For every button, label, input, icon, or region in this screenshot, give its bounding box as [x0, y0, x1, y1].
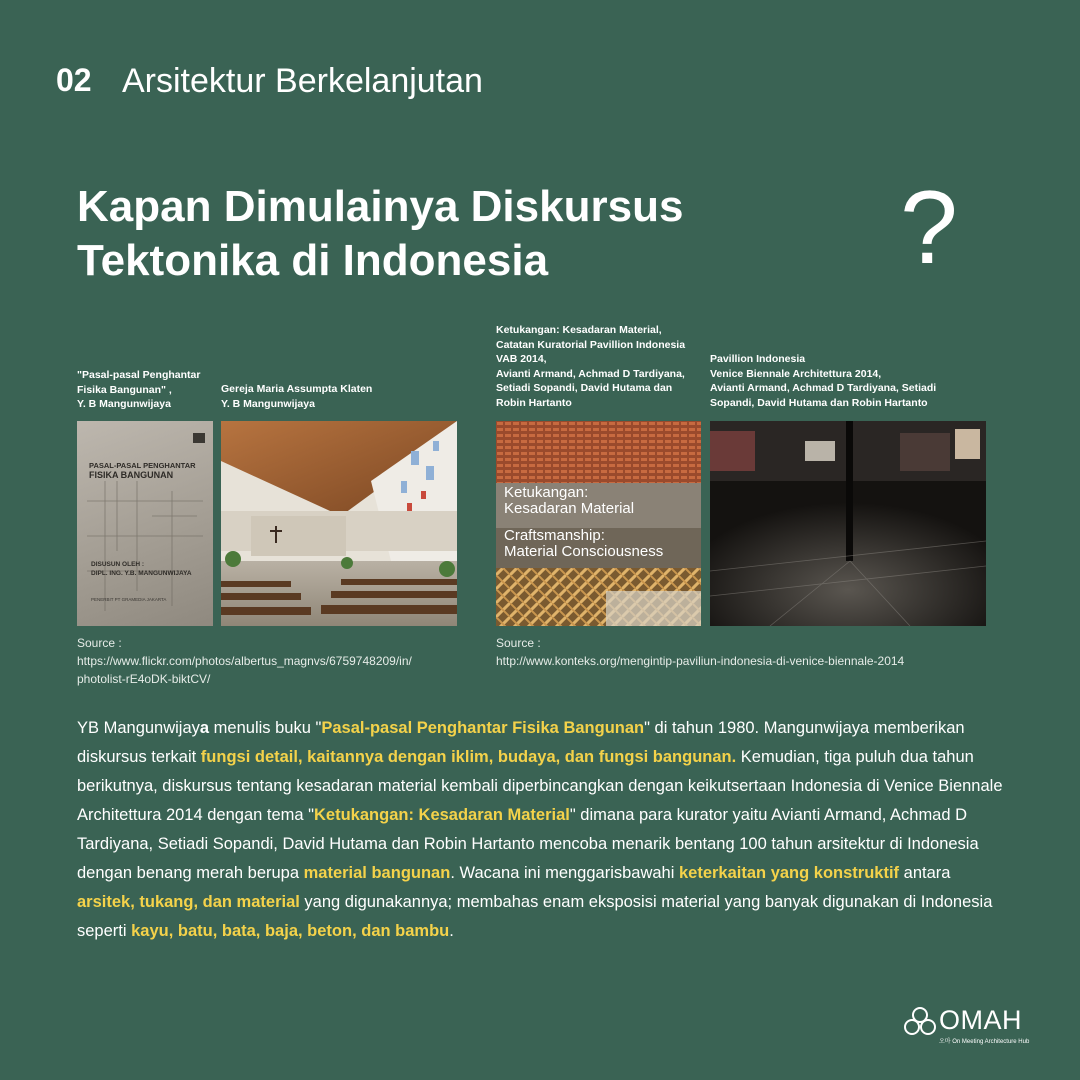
logo-tagline-prefix: 오마	[939, 1039, 951, 1045]
pavilion-interior-image	[710, 421, 986, 626]
headline	[77, 180, 837, 288]
book-publisher: PENERBIT PT GRAMEDIA JAKARTA	[91, 597, 167, 602]
body-text: YB Mangunwijay	[77, 719, 200, 737]
highlighted-text: kayu, batu, bata, baja, beton, dan bambu	[131, 922, 450, 940]
question-mark: ?	[900, 170, 958, 286]
caption-line: "Pasal-pasal Penghantar	[77, 369, 201, 381]
ketukangan-cover-image	[496, 421, 701, 626]
ketukangan-cover-drawing	[496, 421, 701, 626]
trefoil-logo-icon	[903, 1006, 937, 1036]
cover-subtitle-1: Craftsmanship:	[504, 527, 605, 544]
headline-line-2: Tektonika di Indonesia	[77, 236, 549, 285]
caption-church	[221, 382, 441, 411]
omah-logo	[903, 1004, 1033, 1052]
source-link-continued[interactable]: photolist-rE4oDK-biktCV/	[77, 672, 211, 686]
body-text: . Wacana ini menggarisbawahi	[450, 864, 679, 882]
church-interior-drawing	[221, 421, 457, 626]
source-label: Source :	[496, 636, 541, 650]
caption-line: Catatan Kuratorial Pavillion Indonesia	[496, 338, 686, 351]
section-title: Arsitektur Berkelanjutan	[122, 62, 483, 100]
highlighted-text: Ketukangan: Kesadaran Material	[314, 806, 570, 824]
section-number: 02	[56, 62, 92, 98]
body-text: yang digunakannya; membahas enam eksposisi material yang banyak digunakan di Indonesia seperti	[77, 893, 993, 940]
body-text: antara	[899, 864, 951, 882]
book-title-2: FISIKA BANGUNAN	[89, 470, 174, 480]
cover-title-1: Ketukangan:	[504, 484, 589, 501]
caption-line: Avianti Armand, Achmad D Tardiyana, Setiadi	[710, 382, 937, 394]
caption-line: Pavillion Indonesia	[710, 353, 806, 365]
body-text: " di tahun 1980. Mangunwijaya memberikan diskursus terkait	[77, 719, 965, 766]
caption-book	[77, 368, 217, 412]
source-right	[496, 634, 996, 670]
book-cover-image	[77, 421, 213, 626]
highlighted-text: arsitek, tukang, dan material	[77, 893, 300, 911]
body-text: .	[449, 922, 454, 940]
book-author-2: DIPL. ING. Y.B. MANGUNWIJAYA	[91, 570, 192, 577]
caption-line: Venice Biennale Architettura 2014,	[710, 367, 882, 380]
caption-line: Gereja Maria Assumpta Klaten	[221, 383, 373, 395]
caption-line: Setiadi Sopandi, David Hutama dan	[496, 382, 673, 394]
church-interior-image	[221, 421, 457, 626]
caption-line: Y. B Mangunwijaya	[221, 397, 315, 410]
caption-pavilion	[710, 352, 980, 410]
caption-ketukangan	[496, 323, 706, 410]
caption-line: Avianti Armand, Achmad D Tardiyana,	[496, 367, 685, 380]
book-author-1: DISUSUN OLEH :	[91, 561, 145, 568]
source-link[interactable]: http://www.konteks.org/mengintip-paviliun-indonesia-di-venice-biennale-2014	[496, 654, 905, 668]
source-link[interactable]: https://www.flickr.com/photos/albertus_magnvs/6759748209/in/	[77, 654, 412, 668]
logo-tagline	[939, 1036, 1029, 1045]
book-title-1: PASAL-PASAL PENGHANTAR	[89, 461, 196, 470]
caption-line: Ketukangan: Kesadaran Material,	[496, 324, 662, 336]
body-text: a	[199, 719, 210, 737]
highlighted-text: keterkaitan yang konstruktif	[678, 864, 900, 882]
highlighted-text: Pasal-pasal Penghantar Fisika Bangunan	[321, 719, 645, 737]
highlighted-text: material bangunan	[303, 864, 451, 882]
caption-line: Robin Hartanto	[496, 396, 572, 409]
source-left	[77, 634, 477, 688]
logo-tagline-text: On Meeting Architecture Hub	[952, 1039, 1030, 1045]
pavilion-interior-drawing	[710, 421, 986, 626]
source-label: Source :	[77, 636, 122, 650]
body-text: Kemudian, tiga puluh dua tahun berikutnya, diskursus tentang kesadaran material kembali diperbincangkan dengan keikutsertaan Indonesia di Venice Biennale Architettura 2014 dengan tema "	[77, 748, 1003, 824]
headline-line-1: Kapan Dimulainya Diskursus	[77, 182, 684, 231]
cover-title-2: Kesadaran Material	[504, 500, 635, 517]
caption-line: Fisika Bangunan" ,	[77, 383, 172, 396]
highlighted-text: fungsi detail, kaitannya dengan iklim, budaya, dan fungsi bangunan.	[200, 748, 737, 766]
book-cover-lines	[77, 421, 213, 626]
body-text: menulis buku "	[209, 719, 322, 737]
cover-subtitle-2: Material Consciousness	[504, 543, 664, 560]
caption-line: Y. B Mangunwijaya	[77, 398, 171, 410]
body-text: " dimana para kurator yaitu Avianti Armand, Achmad D Tardiyana, Setiadi Sopandi, David Hutama dan Robin Hartanto mencoba menarik bentang 100 tahun arsitektur di Indonesia dengan benang merah berupa	[77, 806, 979, 882]
body-paragraph	[77, 714, 1007, 946]
caption-line: Sopandi, David Hutama dan Robin Hartanto	[710, 396, 928, 409]
logo-wordmark: OMAH	[939, 1005, 1022, 1035]
caption-line: VAB 2014,	[496, 353, 547, 365]
